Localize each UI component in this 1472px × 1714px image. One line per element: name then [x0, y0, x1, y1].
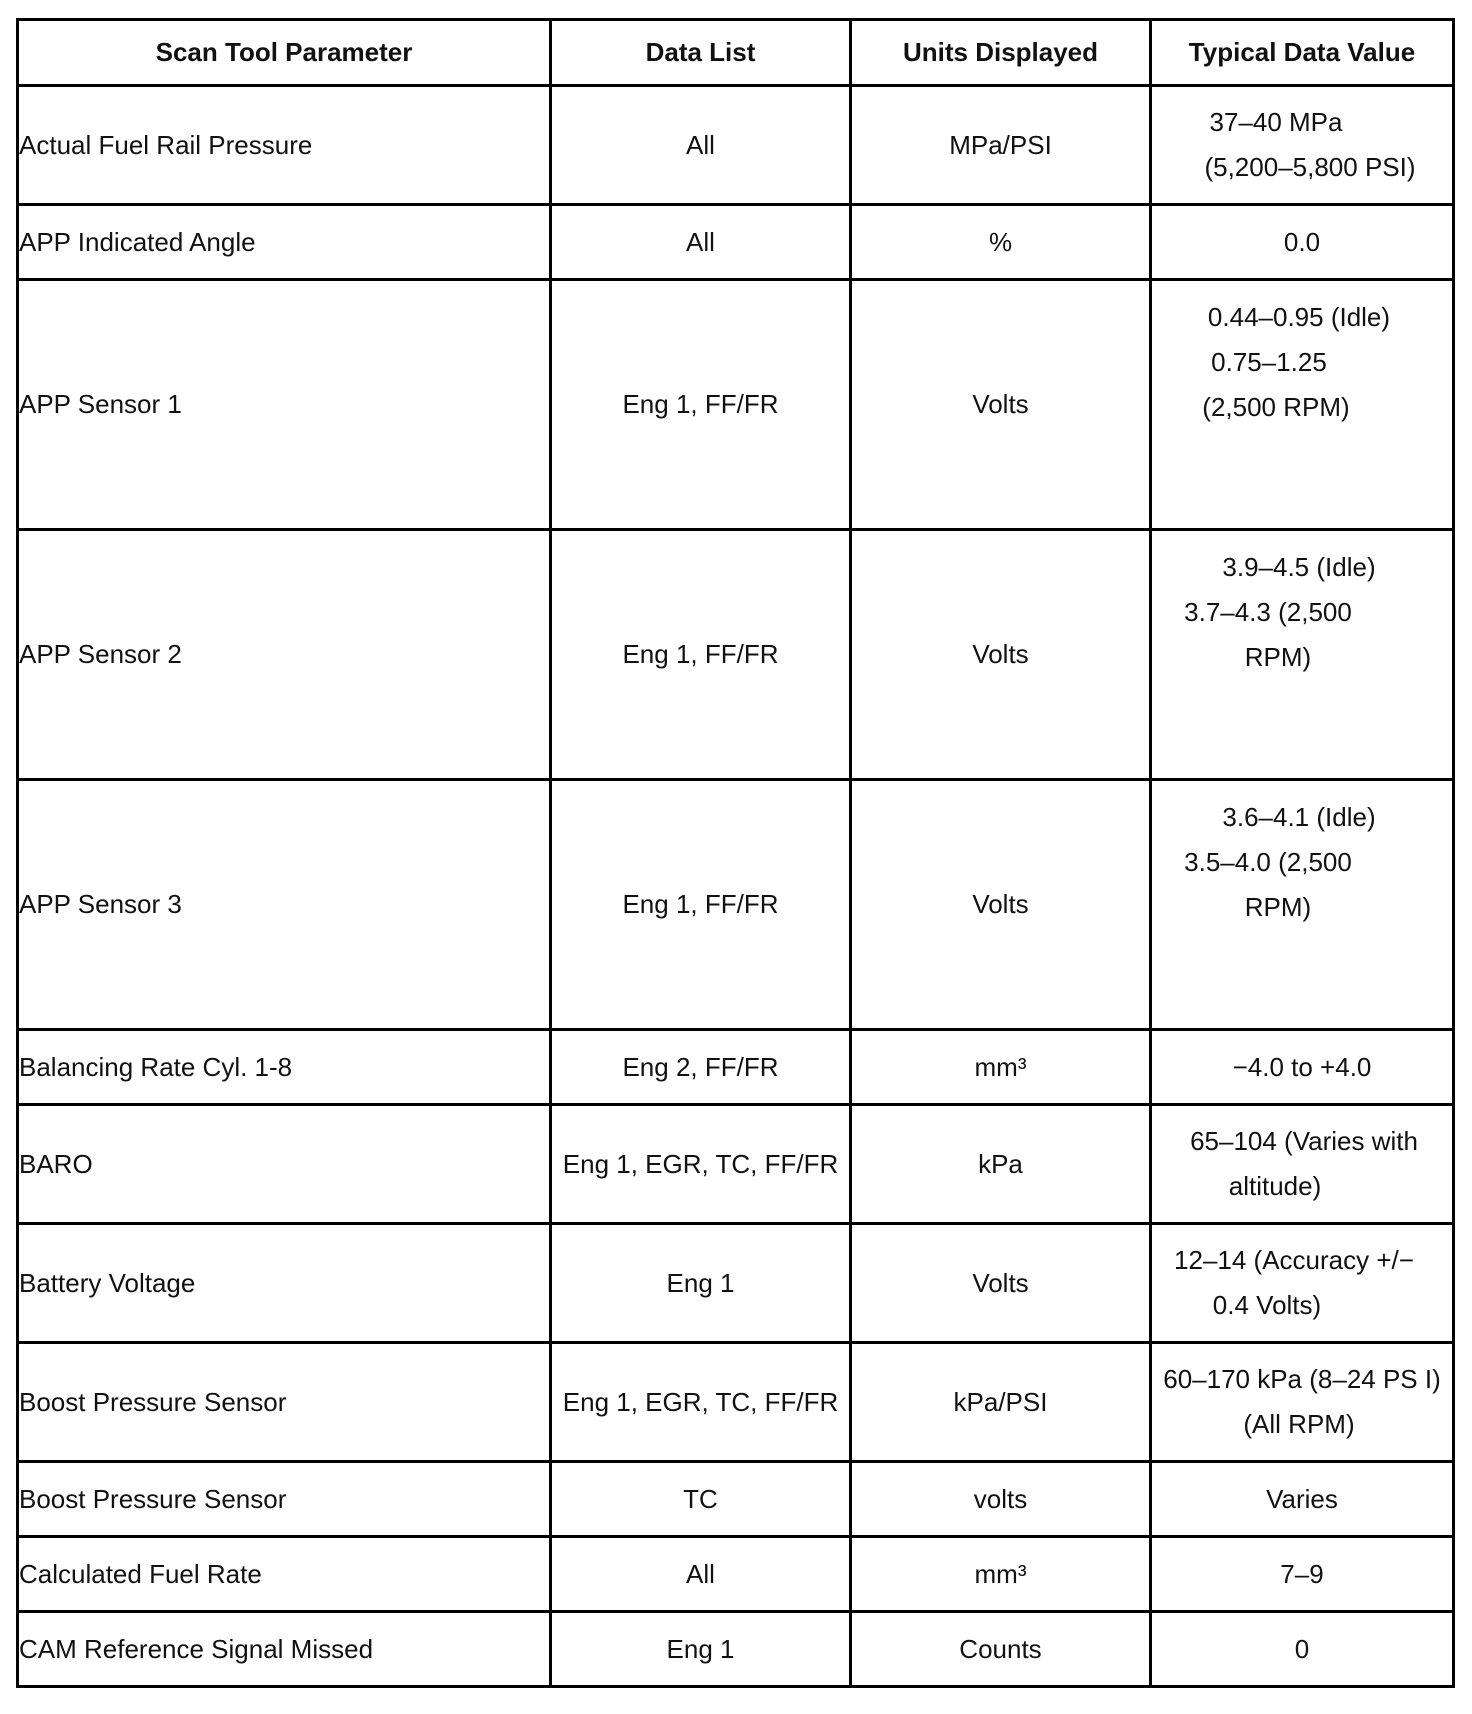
typical-value-cell — [1151, 1030, 1454, 1105]
value-line: Varies — [1266, 1483, 1338, 1514]
parameter-cell: Actual Fuel Rail Pressure — [18, 86, 551, 205]
value-line: −4.0 to +4.0 — [1232, 1051, 1372, 1082]
units-cell: Volts — [851, 280, 1151, 530]
typical-value-cell — [1151, 530, 1454, 780]
typical-value-cell — [1151, 205, 1454, 280]
value-line: 65–104 (Varies with — [1190, 1126, 1418, 1156]
value-line: (5,200–5,800 PSI) — [1204, 152, 1416, 182]
typical-value-cell — [1151, 1105, 1454, 1224]
header-scan-tool-parameter: Scan Tool Parameter — [18, 20, 551, 86]
table-row — [18, 1612, 1454, 1687]
typical-value-cell — [1151, 280, 1454, 530]
data-list-cell: All — [551, 205, 851, 280]
table-row — [18, 1462, 1454, 1537]
value-line: 37–40 MPa — [1209, 107, 1343, 137]
value-line: RPM) — [1244, 892, 1312, 922]
parameter-cell: CAM Reference Signal Missed — [18, 1612, 551, 1687]
units-cell: kPa — [851, 1105, 1151, 1224]
table-row — [18, 530, 1454, 780]
parameter-cell: Balancing Rate Cyl. 1-8 — [18, 1030, 551, 1105]
table-row — [18, 1030, 1454, 1105]
data-list-cell: Eng 1 — [551, 1612, 851, 1687]
data-list-cell: Eng 2, FF/FR — [551, 1030, 851, 1105]
typical-value-cell — [1151, 1537, 1454, 1612]
value-line: altitude) — [1228, 1171, 1322, 1201]
value-line: 3.7–4.3 (2,500 — [1184, 597, 1352, 627]
header-typical-data-value: Typical Data Value — [1151, 20, 1454, 86]
table-row — [18, 1105, 1454, 1224]
table-row — [18, 280, 1454, 530]
units-cell: % — [851, 205, 1151, 280]
typical-value-cell — [1151, 86, 1454, 205]
header-row — [18, 20, 1454, 86]
data-list-cell: Eng 1, EGR, TC, FF/FR — [551, 1105, 851, 1224]
typical-value-cell — [1151, 1462, 1454, 1537]
data-list-cell: Eng 1, FF/FR — [551, 780, 851, 1030]
typical-value-cell — [1151, 1612, 1454, 1687]
data-list-cell: All — [551, 1537, 851, 1612]
table-row — [18, 780, 1454, 1030]
value-line: 0.44–0.95 (Idle) — [1207, 302, 1391, 332]
header-data-list: Data List — [551, 20, 851, 86]
data-list-cell: Eng 1, FF/FR — [551, 280, 851, 530]
table-row — [18, 86, 1454, 205]
data-list-cell: Eng 1 — [551, 1224, 851, 1343]
parameter-cell: APP Sensor 3 — [18, 780, 551, 1030]
units-cell: MPa/PSI — [851, 86, 1151, 205]
units-cell: mm³ — [851, 1030, 1151, 1105]
data-list-cell: Eng 1, FF/FR — [551, 530, 851, 780]
value-line: 0.4 Volts) — [1212, 1290, 1322, 1320]
table-row — [18, 205, 1454, 280]
value-line: 60–170 kPa (8–24 PS I) — [1163, 1364, 1441, 1394]
units-cell: mm³ — [851, 1537, 1151, 1612]
value-line: 0 — [1294, 1633, 1310, 1664]
parameter-cell: APP Indicated Angle — [18, 205, 551, 280]
value-line: 3.6–4.1 (Idle) — [1222, 802, 1376, 832]
data-list-cell: All — [551, 86, 851, 205]
value-line: 3.5–4.0 (2,500 — [1184, 847, 1352, 877]
scan-tool-data-table — [16, 18, 1455, 1688]
units-cell: Volts — [851, 1224, 1151, 1343]
parameter-cell: BARO — [18, 1105, 551, 1224]
value-line: 12–14 (Accuracy +/− — [1174, 1245, 1414, 1275]
units-cell: Volts — [851, 780, 1151, 1030]
value-line: (2,500 RPM) — [1202, 392, 1350, 422]
value-line: RPM) — [1244, 642, 1312, 672]
parameter-cell: APP Sensor 2 — [18, 530, 551, 780]
table-row — [18, 1537, 1454, 1612]
table-row — [18, 1224, 1454, 1343]
units-cell: Volts — [851, 530, 1151, 780]
value-line: 0.75–1.25 — [1211, 347, 1327, 377]
header-units-displayed: Units Displayed — [851, 20, 1151, 86]
typical-value-cell — [1151, 1224, 1454, 1343]
parameter-cell: Battery Voltage — [18, 1224, 551, 1343]
value-line: 0.0 — [1283, 226, 1321, 257]
data-list-cell: TC — [551, 1462, 851, 1537]
table-row — [18, 1343, 1454, 1462]
value-line: 3.9–4.5 (Idle) — [1222, 552, 1376, 582]
typical-value-cell — [1151, 780, 1454, 1030]
value-line: (All RPM) — [1243, 1409, 1355, 1439]
typical-value-cell — [1151, 1343, 1454, 1462]
data-list-cell: Eng 1, EGR, TC, FF/FR — [551, 1343, 851, 1462]
parameter-cell: Calculated Fuel Rate — [18, 1537, 551, 1612]
units-cell: volts — [851, 1462, 1151, 1537]
parameter-cell: Boost Pressure Sensor — [18, 1343, 551, 1462]
units-cell: kPa/PSI — [851, 1343, 1151, 1462]
units-cell: Counts — [851, 1612, 1151, 1687]
parameter-cell: APP Sensor 1 — [18, 280, 551, 530]
parameter-cell: Boost Pressure Sensor — [18, 1462, 551, 1537]
value-line: 7–9 — [1280, 1558, 1324, 1589]
